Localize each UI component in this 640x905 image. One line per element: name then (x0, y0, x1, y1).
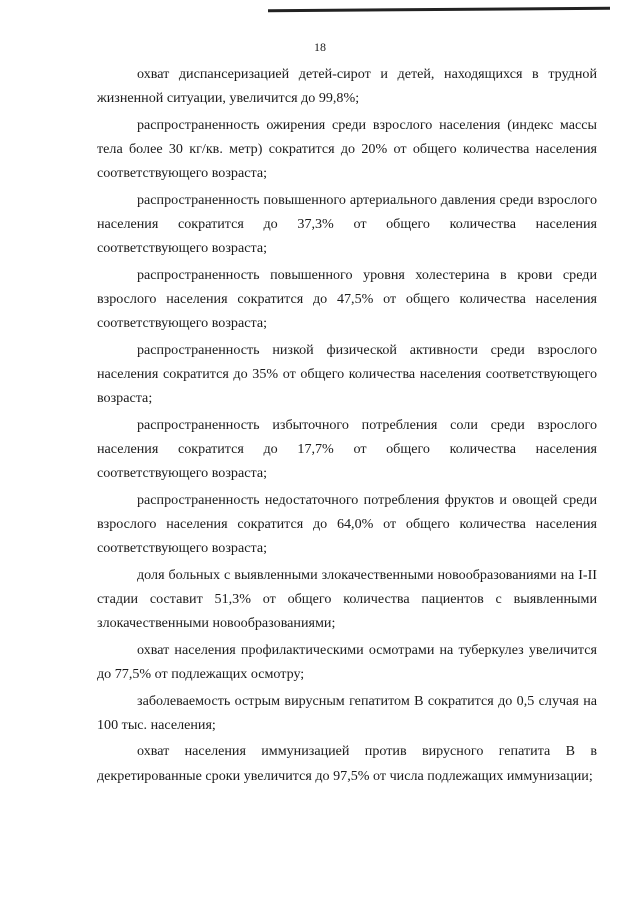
document-body (97, 62, 597, 790)
paragraph-salt: распространенность избыточного потребления соли среди взрослого населения сократится до 17,7% от общего количества населения соответствующего возраста; (97, 416, 597, 482)
page-number: 18 (314, 40, 326, 54)
paragraph-orphan-screening: охват диспансеризацией детей-сирот и детей, находящихся в трудной жизненной ситуации, увеличится до 99,8%; (97, 66, 597, 107)
paragraph-blood-pressure: распространенность повышенного артериального давления среди взрослого населения сократится до 37,3% от общего количества населения соответствующего возраста; (97, 191, 597, 257)
paragraph-fruits-vegetables: распространенность недостаточного потребления фруктов и овощей среди взрослого населения сократится до 64,0% от общего количества населения соответствующего возраста; (97, 491, 597, 557)
paragraph-cancer-stage: доля больных с выявленными злокачественными новообразованиями на I-II стадии составит 51,3% от общего количества пациентов с выявленными злокачественными новообразованиями; (97, 566, 597, 632)
paragraph-physical-activity: распространенность низкой физической активности среди взрослого населения сократится до 35% от общего количества населения соответствующего возраста; (97, 341, 597, 407)
header-rule (268, 7, 610, 12)
paragraph-cholesterol: распространенность повышенного уровня холестерина в крови среди взрослого населения сократится до 47,5% от общего количества населения соответствующего возраста; (97, 266, 597, 332)
paragraph-hepatitis-incidence: заболеваемость острым вирусным гепатитом В сократится до 0,5 случая на 100 тыс. населения; (97, 692, 597, 733)
paragraph-hepatitis-immunization: охват населения иммунизацией против вирусного гепатита В в декретированные сроки увеличится до 97,5% от числа подлежащих иммунизации; (97, 743, 597, 784)
paragraph-obesity: распространенность ожирения среди взрослого населения (индекс массы тела более 30 кг/кв. метр) сократится до 20% от общего количества населения соответствующего возраста; (97, 116, 597, 182)
paragraph-tuberculosis: охват населения профилактическими осмотрами на туберкулез увеличится до 77,5% от подлежащих осмотру; (97, 641, 597, 682)
